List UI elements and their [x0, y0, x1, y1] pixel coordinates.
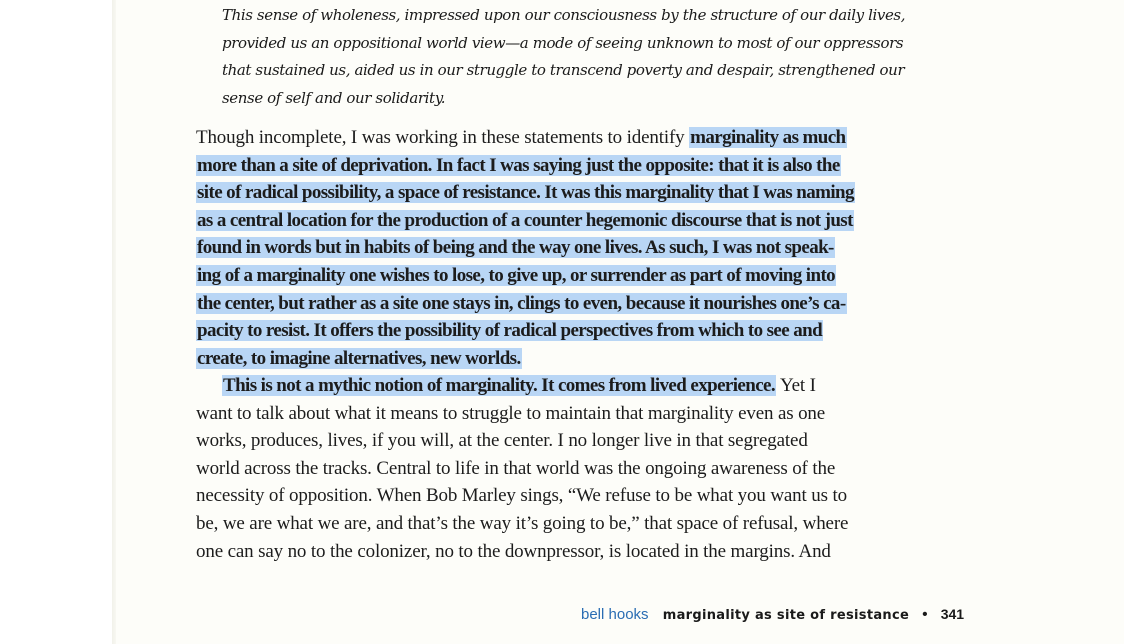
chapter-title: marginality as site of resistance: [662, 608, 910, 623]
plain-text: Though incomplete, I was working in these statements to identify: [196, 127, 690, 148]
text-line: world across the tracks. Central to life in that world was the ongoing awareness of the: [196, 457, 836, 479]
author-name: bell hooks: [581, 606, 649, 623]
quote-line: provided us an oppositional world view—a mode of seeing unknown to most of our oppressors: [222, 33, 904, 52]
highlighted-text[interactable]: site of radical possibility, a space of resistance. It was this marginality that I was naming: [197, 182, 854, 204]
text-line: [196, 345, 916, 373]
text-line: necessity of opposition. When Bob Marley sings, “We refuse to be what you want us to: [196, 485, 847, 507]
text-line: [196, 262, 916, 290]
text-line: [196, 317, 916, 345]
highlighted-text[interactable]: marginality as much: [690, 127, 846, 148]
text-line: [196, 207, 916, 235]
text-line: [196, 234, 916, 262]
paragraph-1: [196, 124, 916, 372]
page-number: 341: [940, 606, 965, 622]
highlighted-text[interactable]: more than a site of deprivation. In fact I was saying just the opposite: that it is also the: [197, 154, 840, 176]
highlighted-text[interactable]: create, to imagine alternatives, new worlds.: [197, 347, 521, 369]
text-line: [196, 290, 916, 318]
text-line: want to talk about what it means to struggle to maintain that marginality even as one: [196, 402, 826, 424]
highlighted-text[interactable]: the center, but rather as a site one stays in, clings to even, because it nourishes one’s ca-: [197, 292, 846, 314]
bullet-separator: •: [922, 606, 928, 623]
quote-line: that sustained us, aided us in our struggle to transcend poverty and despair, strengthened our: [222, 61, 905, 79]
text-line: [196, 372, 916, 400]
quote-line: This sense of wholeness, impressed upon our consciousness by the structure of our daily lives,: [222, 6, 906, 24]
text-line: be, we are what we are, and that’s the way it’s going to be,” that space of refusal, where: [196, 512, 849, 534]
highlighted-text[interactable]: as a central location for the production of a counter hegemonic discourse that is not just: [197, 209, 853, 231]
text-line: [196, 124, 916, 152]
text-line: one can say no to the colonizer, no to the downpressor, is located in the margins. And: [196, 540, 831, 562]
paragraph-2: [196, 372, 916, 565]
highlighted-text[interactable]: This is not a mythic notion of marginality. It comes from lived experience.: [223, 375, 776, 396]
highlighted-text[interactable]: ing of a marginality one wishes to lose, to give up, or surrender as part of moving into: [197, 264, 836, 286]
plain-text: Yet I: [776, 375, 816, 396]
highlighted-text[interactable]: pacity to resist. It offers the possibility of radical perspectives from which to see and: [197, 320, 823, 342]
text-line: [196, 152, 916, 180]
quote-line: sense of self and our solidarity.: [222, 88, 446, 107]
page-footer: [581, 606, 964, 623]
text-line: works, produces, lives, if you will, at the center. I no longer live in that segregated: [196, 430, 808, 452]
block-quote: [222, 2, 922, 112]
text-line: [196, 179, 916, 207]
highlighted-text[interactable]: found in words but in habits of being and the way one lives. As such, I was not speak-: [197, 237, 834, 259]
